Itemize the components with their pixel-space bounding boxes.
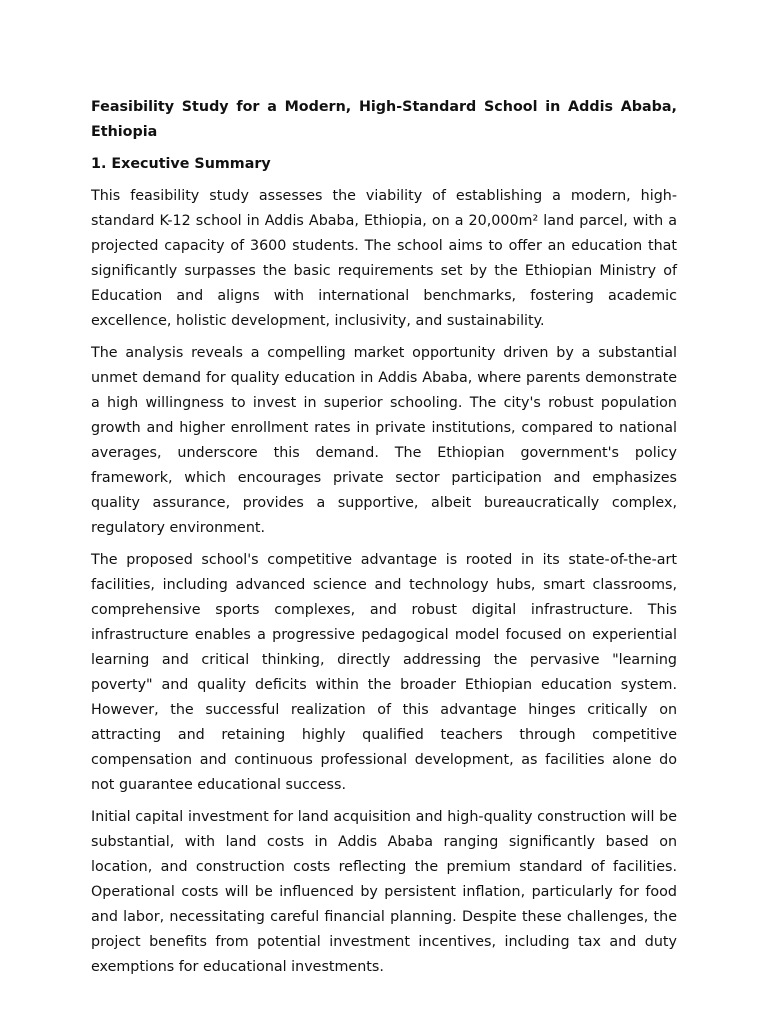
paragraph: The analysis reveals a compelling market opportunity driven by a substantial unmet demand for quality education in Addis Ababa, where parents demonstrate a high willingness to invest in superior schooling. The city's robust population growth and higher enrollment rates in private institutions, compared to national averages, underscore this demand. The Ethiopian government's policy framework, which encourages private sector participation and emphasizes quality assurance, provides a supportive, albeit bureaucratically complex, regulatory environment. — [91, 345, 677, 536]
paragraph: The proposed school's competitive advantage is rooted in its state-of-the-art facilities, including advanced science and technology hubs, smart classrooms, comprehensive sports complexes, and robust digital infrastructure. This infrastructure enables a progressive pedagogical model focused on experiential learning and critical thinking, directly addressing the pervasive "learning poverty" and quality deficits within the broader Ethiopian education system. However, the successful realization of this advantage hinges critically on attracting and retaining highly qualified teachers through competitive compensation and continuous professional development, as facilities alone do not guarantee educational success. — [91, 552, 677, 793]
paragraph: This feasibility study assesses the viability of establishing a modern, high-standard K-12 school in Addis Ababa, Ethiopia, on a 20,000m² land parcel, with a projected capacity of 3600 students. The school aims to offer an education that significantly surpasses the basic requirements set by the Ethiopian Ministry of Education and aligns with international benchmarks, fostering academic excellence, holistic development, inclusivity, and sustainability. — [91, 188, 677, 329]
document-title: Feasibility Study for a Modern, High-Standard School in Addis Ababa, Ethiopia — [91, 99, 677, 140]
paragraph: Initial capital investment for land acquisition and high-quality construction will be substantial, with land costs in Addis Ababa ranging significantly based on location, and construction costs reflecting the premium standard of facilities. Operational costs will be influenced by persistent inflation, particularly for food and labor, necessitating careful financial planning. Despite these challenges, the project benefits from potential investment incentives, including tax and duty exemptions for educational investments. — [91, 809, 677, 975]
section-heading: 1. Executive Summary — [91, 156, 271, 172]
document-page — [91, 95, 677, 987]
